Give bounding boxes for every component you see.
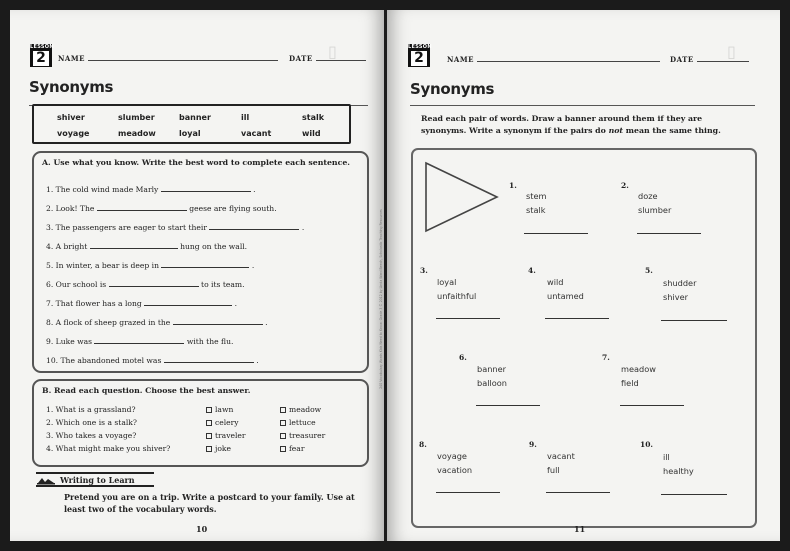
pair-number: 1. xyxy=(509,181,517,190)
writing-prompt-line2: least two of the vocabulary words. xyxy=(64,504,217,514)
gutter-credit: 240 Vocabulary Words Kids Need to Know: Grade 3 © 2012 by Linda Ward Beech, Scholastic Teaching Resources xyxy=(379,209,383,389)
pair-word: wild xyxy=(547,277,564,287)
pair-word: voyage xyxy=(437,451,467,461)
answer-blank[interactable] xyxy=(173,318,263,325)
date-label: DATE xyxy=(670,55,694,64)
question-item: 4. What might make you shiver? xyxy=(46,444,171,453)
answer-line[interactable] xyxy=(637,233,701,234)
gutter xyxy=(378,110,384,490)
name-line[interactable] xyxy=(477,61,660,62)
pair-number: 9. xyxy=(529,440,537,449)
name-line[interactable] xyxy=(88,60,278,61)
word-bank-item: stalk xyxy=(302,113,325,122)
checkbox-icon[interactable] xyxy=(206,407,212,413)
sentence-item: 1. The cold wind made Marly . xyxy=(46,185,256,194)
answer-line[interactable] xyxy=(476,405,540,406)
writing-heading: Writing to Learn xyxy=(60,475,135,485)
answer-line[interactable] xyxy=(545,318,609,319)
title-rule xyxy=(410,105,755,106)
writing-to-learn-bar xyxy=(36,472,154,487)
date-label: DATE xyxy=(289,54,313,63)
date-line[interactable] xyxy=(316,60,366,61)
checkbox-icon[interactable] xyxy=(206,433,212,439)
word-bank-item: meadow xyxy=(118,129,156,138)
section-a-letter: A. xyxy=(42,158,51,167)
sentence-item: 2. Look! The geese are flying south. xyxy=(46,204,277,213)
answer-blank[interactable] xyxy=(144,299,232,306)
pair-word: stalk xyxy=(526,205,546,215)
pair-number: 3. xyxy=(420,266,428,275)
answer-blank[interactable] xyxy=(97,204,187,211)
pair-word: full xyxy=(547,465,560,475)
banner-icon xyxy=(423,160,501,234)
pair-word: field xyxy=(621,378,639,388)
pair-number: 2. xyxy=(621,181,629,190)
section-b-heading xyxy=(42,386,250,396)
name-label: NAME xyxy=(447,55,474,64)
name-label: NAME xyxy=(58,54,85,63)
page-number: 10 xyxy=(196,524,208,534)
pair-word: loyal xyxy=(437,277,457,287)
pair-word: healthy xyxy=(663,466,694,476)
sentence-item: 9. Luke was with the flu. xyxy=(46,337,234,346)
answer-blank[interactable] xyxy=(94,337,184,344)
lesson-number: 2 xyxy=(411,51,427,66)
sentence-item: 5. In winter, a bear is deep in . xyxy=(46,261,255,270)
word-bank-item: slumber xyxy=(118,113,155,122)
pair-number: 10. xyxy=(640,440,654,449)
instructions-line1: Read each pair of words. Draw a banner around them if they are xyxy=(421,114,703,123)
lesson-badge xyxy=(408,44,430,67)
answer-option[interactable]: lawn xyxy=(206,405,233,414)
sentence-item: 7. That flower has a long . xyxy=(46,299,237,308)
answer-blank[interactable] xyxy=(209,223,299,230)
question-item: 1. What is a grassland? xyxy=(46,405,136,414)
sentence-item: 8. A flock of sheep grazed in the . xyxy=(46,318,268,327)
answer-blank[interactable] xyxy=(161,261,249,268)
pair-number: 7. xyxy=(602,353,610,362)
page-title: Synonyms xyxy=(410,80,495,98)
answer-option[interactable]: lettuce xyxy=(280,418,316,427)
word-bank xyxy=(32,104,351,144)
word-bank-item: banner xyxy=(179,113,211,122)
lesson-badge xyxy=(30,44,52,67)
word-bank-item: wild xyxy=(302,129,321,138)
writing-prompt-line1: Pretend you are on a trip. Write a postcard to your family. Use at xyxy=(64,492,355,502)
date-line[interactable] xyxy=(697,61,749,62)
answer-blank[interactable] xyxy=(164,356,254,363)
checkbox-icon[interactable] xyxy=(280,433,286,439)
answer-option[interactable]: celery xyxy=(206,418,239,427)
checkbox-icon[interactable] xyxy=(280,407,286,413)
answer-option[interactable]: treasurer xyxy=(280,431,325,440)
question-item: 3. Who takes a voyage? xyxy=(46,431,137,440)
word-bank-item: ill xyxy=(241,113,250,122)
section-b-letter: B. xyxy=(42,386,52,395)
left-page xyxy=(10,10,384,541)
lesson-label: LESSON xyxy=(30,44,54,50)
page-number: 11 xyxy=(574,524,586,534)
pair-number: 8. xyxy=(419,440,427,449)
pair-word: vacation xyxy=(437,465,473,475)
answer-blank[interactable] xyxy=(161,185,251,192)
checkbox-icon[interactable] xyxy=(206,420,212,426)
pair-word: meadow xyxy=(621,364,656,374)
word-bank-item: shiver xyxy=(57,113,85,122)
pair-number: 6. xyxy=(459,353,467,362)
page-title: Synonyms xyxy=(29,78,114,96)
answer-line[interactable] xyxy=(661,320,727,321)
answer-option[interactable]: fear xyxy=(280,444,304,453)
pair-word: doze xyxy=(638,191,658,201)
word-bank-item: loyal xyxy=(179,129,201,138)
answer-line[interactable] xyxy=(436,492,500,493)
section-a-heading xyxy=(42,158,350,168)
right-page xyxy=(387,10,780,541)
pair-word: slumber xyxy=(638,205,672,215)
pair-word: stem xyxy=(526,191,547,201)
pair-word: shudder xyxy=(663,278,697,288)
word-bank-item: voyage xyxy=(57,129,90,138)
answer-blank[interactable] xyxy=(90,242,178,249)
pair-number: 4. xyxy=(528,266,536,275)
answer-blank[interactable] xyxy=(109,280,199,287)
pair-word: banner xyxy=(477,364,506,374)
answer-option[interactable]: traveler xyxy=(206,431,246,440)
pair-word: ill xyxy=(663,452,670,462)
pair-word: untamed xyxy=(547,291,584,301)
answer-line[interactable] xyxy=(661,494,727,495)
instructions-line2: synonyms. Write a synonym if the pairs do not mean the same thing. xyxy=(421,126,721,135)
pair-word: shiver xyxy=(663,292,688,302)
checkbox-icon[interactable] xyxy=(280,446,286,452)
answer-line[interactable] xyxy=(524,233,588,234)
sentence-item: 6. Our school is to its team. xyxy=(46,280,245,289)
pair-word: vacant xyxy=(547,451,575,461)
pencil-icon xyxy=(37,476,55,485)
lesson-label: LESSON xyxy=(408,44,432,50)
answer-option[interactable]: meadow xyxy=(280,405,321,414)
sentence-item: 10. The abandoned motel was . xyxy=(46,356,259,365)
word-bank-item: vacant xyxy=(241,129,272,138)
section-a-instructions: Use what you know. Write the best word to complete each sentence. xyxy=(53,158,351,167)
sentence-item: 3. The passengers are eager to start their . xyxy=(46,223,305,232)
answer-line[interactable] xyxy=(546,492,610,493)
pair-number: 5. xyxy=(645,266,653,275)
pair-word: unfaithful xyxy=(437,291,477,301)
answer-line[interactable] xyxy=(620,405,684,406)
bleed-through-marks: ▯ xyxy=(328,42,337,61)
checkbox-icon[interactable] xyxy=(206,446,212,452)
section-b-instructions: Read each question. Choose the best answer. xyxy=(54,386,251,395)
pair-word: balloon xyxy=(477,378,507,388)
sentence-item: 4. A bright hung on the wall. xyxy=(46,242,248,251)
bleed-through-marks: ▯ xyxy=(727,42,736,61)
instructions-emphasis: not xyxy=(608,126,624,135)
question-item: 2. Which one is a stalk? xyxy=(46,418,137,427)
lesson-number: 2 xyxy=(33,51,49,66)
checkbox-icon[interactable] xyxy=(280,420,286,426)
answer-option[interactable]: joke xyxy=(206,444,231,453)
answer-line[interactable] xyxy=(436,318,500,319)
